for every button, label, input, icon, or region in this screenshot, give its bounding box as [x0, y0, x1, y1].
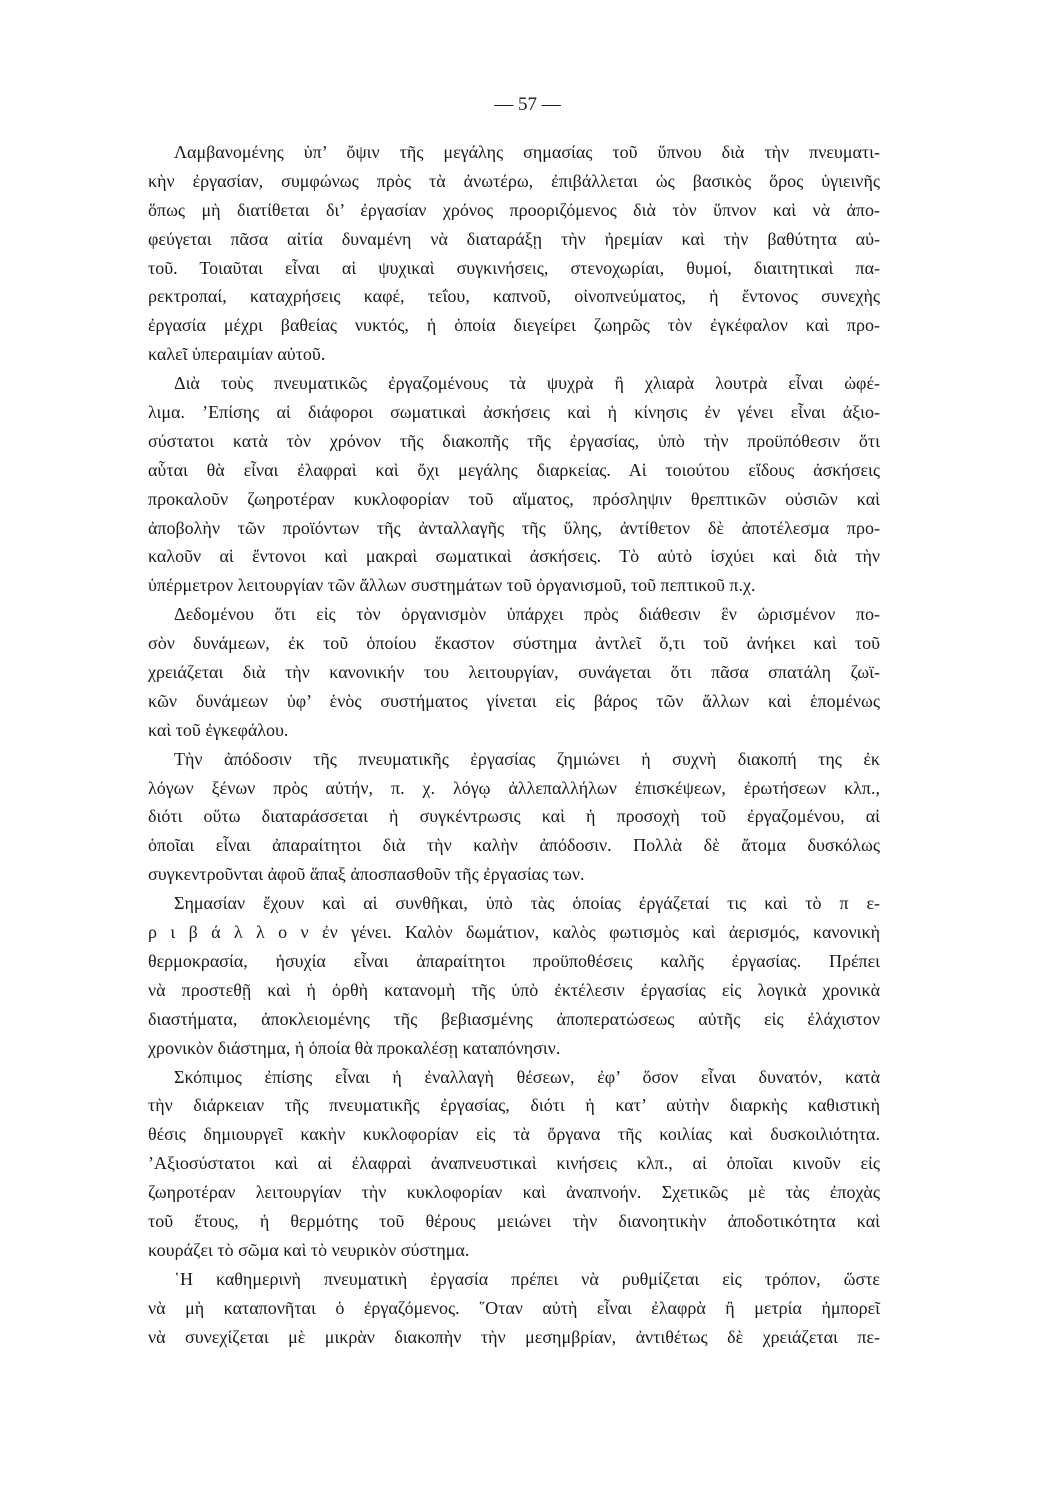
text-line: διότι οὕτω διαταράσσεται ἡ συγκέντρωσις καὶ ἡ προσοχὴ τοῦ ἐργαζομένου, αἱ — [148, 806, 880, 827]
paragraph — [148, 889, 880, 1062]
text-line: χρειάζεται διὰ τὴν κανονικήν του λειτουργίαν, συνάγεται ὅτι πᾶσα σπατάλη ζωϊ- — [148, 662, 880, 683]
text-line: Σημασίαν ἔχουν καὶ αἱ συνθῆκαι, ὑπὸ τὰς ὁποίας ἐργάζεταί τις καὶ τὸ π ε- — [174, 893, 880, 914]
text-line: λόγων ξένων πρὸς αὐτήν, π. χ. λόγῳ ἀλλεπαλλήλων ἐπισκέψεων, ἐρωτήσεων κλπ., — [148, 777, 880, 798]
text-line: τοῦ. Τοιαῦται εἶναι αἱ ψυχικαὶ συγκινήσεις, στενοχωρίαι, θυμοί, διαιτητικαὶ πα- — [148, 257, 880, 278]
text-line: αὗται θὰ εἶναι ἐλαφραὶ καὶ ὄχι μεγάλης διαρκείας. Αἱ τοιούτου εἴδους ἀσκήσεις — [148, 459, 880, 480]
text-line: θερμοκρασία, ἡσυχία εἶναι ἀπαραίτητοι προϋποθέσεις καλῆς ἐργασίας. Πρέπει — [148, 950, 880, 971]
text-line: διαστήματα, ἀποκλειομένης τῆς βεβιασμένης ἀποπερατώσεως αὐτῆς εἰς ἐλάχιστον — [148, 1008, 880, 1029]
text-line: συγκεντροῦνται ἀφοῦ ἅπαξ ἀποσπασθοῦν τῆς ἐργασίας των. — [148, 864, 585, 885]
text-line: ’Αξιοσύστατοι καὶ αἱ ἐλαφραὶ ἀναπνευστικαὶ κινήσεις κλπ., αἱ ὁποῖαι κινοῦν εἰς — [148, 1153, 880, 1174]
text-line: σὸν δυνάμεων, ἐκ τοῦ ὁποίου ἕκαστον σύστημα ἀντλεῖ ὅ,τι τοῦ ἀνήκει καὶ τοῦ — [148, 633, 880, 654]
text-line: λιμα. ’Επίσης αἱ διάφοροι σωματικαὶ ἀσκήσεις καὶ ἡ κίνησις ἐν γένει εἶναι ἀξιο- — [148, 402, 880, 423]
text-line: προκαλοῦν ζωηροτέραν κυκλοφορίαν τοῦ αἵματος, πρόσληψιν θρεπτικῶν οὐσιῶν καὶ — [148, 488, 880, 509]
body-text — [148, 138, 880, 1351]
text-line: τοῦ ἔτους, ἡ θερμότης τοῦ θέρους μειώνει τὴν διανοητικὴν ἀποδοτικότητα καὶ — [148, 1210, 880, 1231]
text-line: καλοῦν αἱ ἔντονοι καὶ μακραὶ σωματικαὶ ἀσκήσεις. Τὸ αὐτὸ ἰσχύει καὶ διὰ τὴν — [148, 546, 880, 567]
text-line: θέσις δημιουργεῖ κακὴν κυκλοφορίαν εἰς τὰ ὄργανα τῆς κοιλίας καὶ δυσκοιλιότητα. — [148, 1124, 880, 1145]
text-line: Σκόπιμος ἐπίσης εἶναι ἡ ἐναλλαγὴ θέσεων, ἐφ’ ὅσον εἶναι δυνατόν, κατὰ — [174, 1066, 880, 1087]
page-number: — 57 — — [494, 94, 561, 115]
text-line: ρεκτροπαί, καταχρήσεις καφέ, τεΐου, καπνοῦ, οἰνοπνεύματος, ἡ ἔντονος συνεχὴς — [148, 286, 880, 307]
text-line: Δεδομένου ὅτι εἰς τὸν ὀργανισμὸν ὑπάρχει πρὸς διάθεσιν ἓν ὡρισμένον πο- — [174, 604, 880, 625]
text-line: κῶν δυνάμεων ὑφ’ ἑνὸς συστήματος γίνεται εἰς βάρος τῶν ἄλλων καὶ ἑπομένως — [148, 690, 880, 711]
text-line: κὴν ἐργασίαν, συμφώνως πρὸς τὰ ἀνωτέρω, ἐπιβάλλεται ὡς βασικὸς ὅρος ὑγιεινῆς — [148, 170, 880, 191]
text-line: Διὰ τοὺς πνευματικῶς ἐργαζομένους τὰ ψυχρὰ ἢ χλιαρὰ λουτρὰ εἶναι ὠφέ- — [174, 373, 880, 394]
text-line: νὰ προστεθῇ καὶ ἡ ὀρθὴ κατανομὴ τῆς ὑπὸ ἐκτέλεσιν ἐργασίας εἰς λογικὰ χρονικὰ — [148, 979, 880, 1000]
paragraph — [148, 1265, 880, 1352]
text-line: Τὴν ἀπόδοσιν τῆς πνευματικῆς ἐργασίας ζημιώνει ἡ συχνὴ διακοπή της ἐκ — [174, 748, 880, 769]
text-line: καλεῖ ὑπεραιμίαν αὐτοῦ. — [148, 344, 326, 365]
paragraph — [148, 1063, 880, 1265]
text-line: ὅπως μὴ διατίθεται δι’ ἐργασίαν χρόνος προοριζόμενος διὰ τὸν ὕπνον καὶ νὰ ἀπο- — [148, 199, 880, 220]
paragraph — [148, 745, 880, 889]
text-line: νὰ μὴ καταπονῆται ὁ ἐργαζόμενος. ῞Οταν αὐτὴ εἶναι ἐλαφρὰ ἢ μετρία ἠμπορεῖ — [148, 1297, 880, 1318]
paragraph — [148, 138, 880, 369]
text-line: κουράζει τὸ σῶμα καὶ τὸ νευρικὸν σύστημα. — [148, 1239, 470, 1260]
paragraph — [148, 369, 880, 600]
text-line: Λαμβανομένης ὑπ’ ὄψιν τῆς μεγάλης σημασίας τοῦ ὕπνου διὰ τὴν πνευματι- — [174, 142, 880, 162]
paragraph — [148, 600, 880, 744]
text-line: νὰ συνεχίζεται μὲ μικρὰν διακοπὴν τὴν μεσημβρίαν, ἀντιθέτως δὲ χρειάζεται πε- — [148, 1326, 880, 1347]
text-line: ὁποῖαι εἶναι ἀπαραίτητοι διὰ τὴν καλὴν ἀπόδοσιν. Πολλὰ δὲ ἄτομα δυσκόλως — [148, 835, 880, 856]
text-line: ἀποβολὴν τῶν προϊόντων τῆς ἀνταλλαγῆς τῆς ὕλης, ἀντίθετον δὲ ἀποτέλεσμα προ- — [148, 517, 880, 538]
text-line: καὶ τοῦ ἐγκεφάλου. — [148, 719, 289, 740]
text-line: ἐργασία μέχρι βαθείας νυκτός, ἡ ὁποία διεγείρει ζωηρῶς τὸν ἐγκέφαλον καὶ προ- — [148, 315, 880, 336]
text-line: φεύγεται πᾶσα αἰτία δυναμένη νὰ διαταράξῃ τὴν ἠρεμίαν καὶ τὴν βαθύτητα αὐ- — [148, 228, 880, 249]
text-line: χρονικὸν διάστημα, ἡ ὁποία θὰ προκαλέσῃ καταπόνησιν. — [148, 1037, 561, 1058]
text-line: ρ ι β ά λ λ ο ν ἐν γένει. Καλὸν δωμάτιον, καλὸς φωτισμὸς καὶ ἀερισμός, κανονικὴ — [148, 922, 880, 943]
text-line: σύστατοι κατὰ τὸν χρόνον τῆς διακοπῆς τῆς ἐργασίας, ὑπὸ τὴν προϋπόθεσιν ὅτι — [148, 430, 880, 451]
text-line: ζωηροτέραν λειτουργίαν τὴν κυκλοφορίαν καὶ ἀναπνοήν. Σχετικῶς μὲ τὰς ἐποχὰς — [148, 1182, 880, 1203]
text-line: τὴν διάρκειαν τῆς πνευματικῆς ἐργασίας, διότι ἡ κατ’ αὐτὴν διαρκὴς καθιστικὴ — [148, 1095, 880, 1116]
text-line: ῾Η καθημερινὴ πνευματικὴ ἐργασία πρέπει νὰ ρυθμίζεται εἰς τρόπον, ὥστε — [174, 1268, 880, 1289]
text-line: ὑπέρμετρον λειτουργίαν τῶν ἄλλων συστημάτων τοῦ ὀργανισμοῦ, τοῦ πεπτικοῦ π.χ. — [148, 575, 756, 596]
